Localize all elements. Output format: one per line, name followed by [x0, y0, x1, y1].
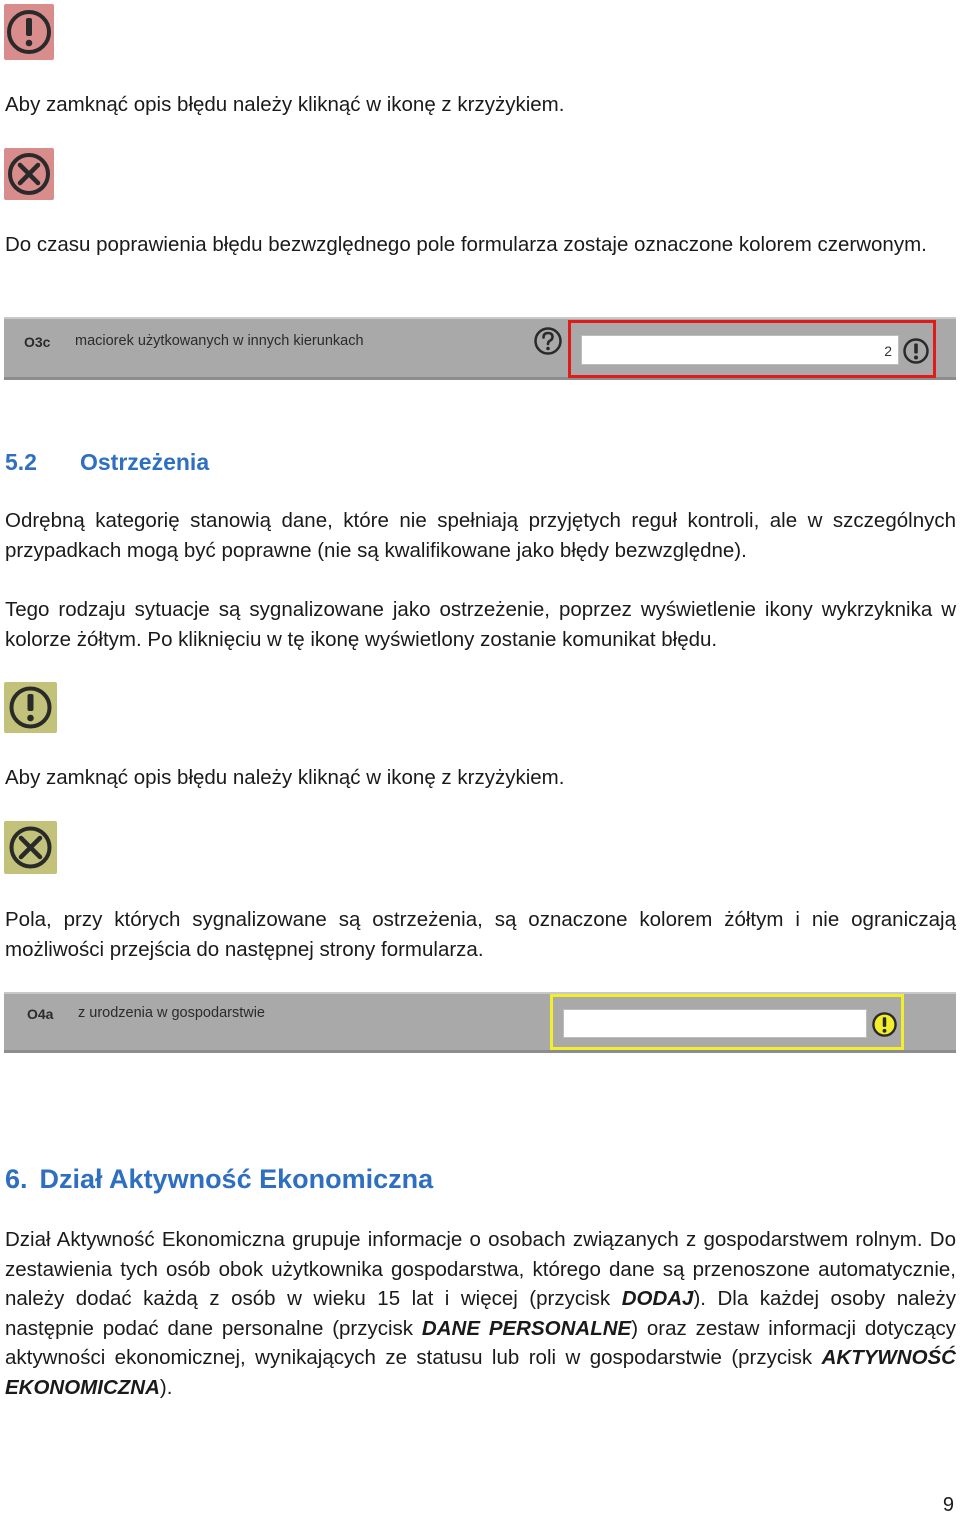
- section-number: 5.2: [5, 449, 37, 475]
- row-label: z urodzenia w gospodarstwie: [78, 1005, 265, 1021]
- section-title: Dział Aktywność Ekonomiczna: [39, 1164, 434, 1194]
- form-row-error: [4, 317, 956, 380]
- yellow-field-paragraph: Pola, przy których sygnalizowane są ostrzeżenia, są oznaczone kolorem żółtym i nie ograniczają możliwości przejścia do następnej strony formularza.: [5, 908, 956, 961]
- warning-exclamation-icon[interactable]: [902, 337, 930, 365]
- text-segment: ).: [159, 1375, 173, 1399]
- warning-paragraph: Tego rodzaju sytuacje są sygnalizowane jako ostrzeżenie, poprzez wyświetlenie ikony wykrzyknika w kolorze żółtym. Po kliknięciu w tę ikonę wyświetlony zostanie komunikat błędu.: [5, 598, 956, 651]
- close-hint-text-2: Aby zamknąć opis błędu należy kliknąć w ikonę z krzyżykiem.: [5, 766, 565, 789]
- error-field-frame: [568, 320, 936, 378]
- error-exclamation-icon[interactable]: [4, 4, 54, 60]
- error-input[interactable]: [581, 335, 899, 365]
- error-close-icon[interactable]: [4, 148, 54, 200]
- text-segment: ) oraz zestaw informacji dotyczący aktywności ekonomicznej, wynikających ze statusu lub roli w gospodarstwie (przycisk: [5, 1316, 956, 1369]
- warning-exclamation-icon[interactable]: [871, 1011, 898, 1038]
- button-name-aktywnosc-ekonomiczna: AKTYWNOŚĆ EKONOMICZNA: [5, 1346, 956, 1399]
- button-name-dane-personalne: DANE PERSONALNE: [421, 1316, 632, 1340]
- section-heading-5-2: [5, 449, 209, 476]
- warning-close-icon[interactable]: [4, 821, 57, 874]
- warning-field-frame: [550, 994, 904, 1050]
- section-title: Ostrzeżenia: [80, 449, 210, 475]
- help-icon[interactable]: [533, 326, 563, 356]
- economic-activity-paragraph: [5, 1225, 956, 1402]
- button-name-dodaj: DODAJ: [621, 1287, 694, 1310]
- page-number: 9: [942, 1494, 954, 1516]
- row-code: O4a: [27, 1006, 54, 1022]
- red-field-paragraph: Do czasu poprawienia błędu bezwzględnego pole formularza zostaje oznaczone kolorem czerwonym.: [5, 233, 927, 256]
- text-segment: Dział Aktywność Ekonomiczna grupuje informacje o osobach związanych z gospodarstwem rolnym. Do zestawienia tych osób obok użytkownika gospodarstwa, którego dane są przenoszone automatycznie, należy dodać każdą z osób w wieku 15 lat i więcej (przycisk: [5, 1228, 956, 1310]
- form-row-warning: [4, 992, 956, 1053]
- row-code: O3c: [24, 334, 51, 350]
- close-hint-text: Aby zamknąć opis błędu należy kliknąć w ikonę z krzyżykiem.: [5, 93, 565, 116]
- warning-exclamation-icon[interactable]: [4, 682, 57, 733]
- text-segment: ). Dla każdej osoby należy następnie podać dane personalne (przycisk: [5, 1287, 956, 1340]
- input-value: 2: [884, 343, 892, 359]
- category-paragraph: Odrębną kategorię stanowią dane, które nie spełniają przyjętych reguł kontroli, ale w szczególnych przypadkach mogą być poprawne (nie są kwalifikowane jako błędy bezwzględne).: [5, 509, 956, 562]
- warning-input[interactable]: [563, 1009, 867, 1038]
- section-number: 6.: [5, 1164, 28, 1194]
- row-label: maciorek użytkowanych w innych kierunkach: [75, 333, 364, 349]
- section-heading-6: [5, 1164, 433, 1195]
